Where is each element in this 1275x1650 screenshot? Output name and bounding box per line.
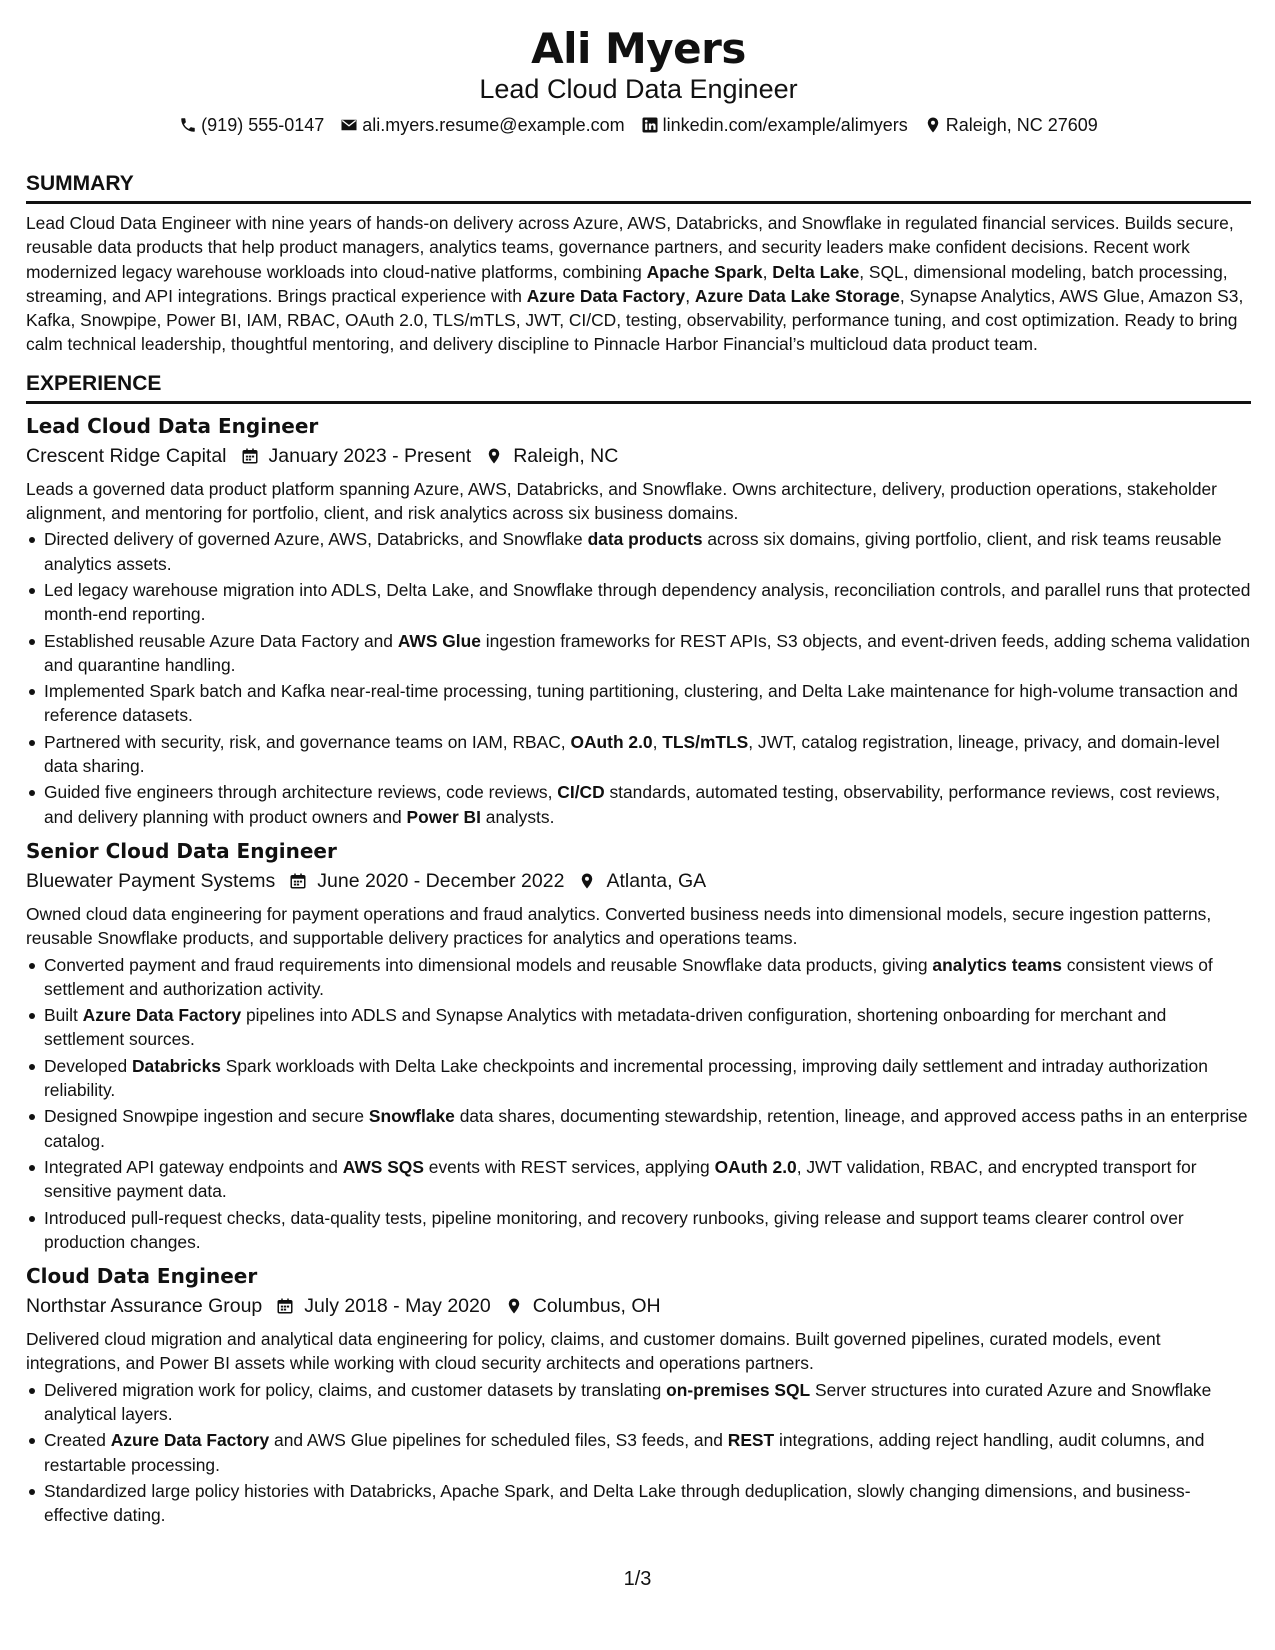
bold-keyword: analytics teams xyxy=(932,954,1062,975)
text-run: , xyxy=(685,285,695,306)
job-bullets xyxy=(26,527,1251,829)
bold-keyword: CI/CD xyxy=(557,782,605,803)
summary-paragraph xyxy=(26,211,1251,357)
text-run: , Synapse Analytics, AWS Glue, Amazon S3, Kafka, Snowpipe, Power BI, IAM, RBAC, OAuth 2.0, TLS/mTLS, JWT, CI/CD, testing, observability, performance tuning, and cost optimization. Ready to bring calm technical leadership, thoughtful mentoring, and delivery discipline to Pinnacle Harbor Financial’s multicloud data product team. xyxy=(26,285,1244,355)
bold-keyword: on-premises SQL xyxy=(666,1379,811,1400)
text-run: Partnered with security, risk, and governance teams on IAM, RBAC, xyxy=(44,731,571,752)
text-run: Created xyxy=(44,1430,111,1451)
job-description: Leads a governed data product platform spanning Azure, AWS, Databricks, and Snowflake. Owns architecture, delivery, production operations, stakeholder alignment, and mentoring for portfolio, client, and risk analytics across six business domains. xyxy=(26,478,1217,524)
text-run: Lead Cloud Data Engineer with nine years of hands-on delivery across Azure, AWS, Databricks, and Snowflake in regulated financial services. Builds secure, reusable data products that help product managers, analytics teams, governance partners, and security leaders make confident decisions. Recent work modernized legacy warehouse workloads into cloud-native platforms, combining xyxy=(26,213,1234,282)
text-run: data shares, documenting stewardship, retention, lineage, and approved access paths in an enterprise catalog. xyxy=(44,1106,1248,1151)
job-description: Delivered cloud migration and analytical data engineering for policy, claims, and customer domains. Built governed pipelines, curated models, event integrations, and Power BI assets while working with cloud security architects and operations partners. xyxy=(26,1329,1161,1374)
text-run: Established reusable Azure Data Factory and xyxy=(44,630,398,651)
job-meta xyxy=(26,441,1251,471)
bullet-item xyxy=(26,578,1251,627)
text-run: Developed xyxy=(44,1055,132,1076)
text-run: , SQL, dimensional modeling, batch processing, streaming, and API integrations. Brings practical experience with xyxy=(26,261,1228,306)
contact-row xyxy=(26,113,1251,137)
bold-keyword: Azure Data Factory xyxy=(526,285,686,306)
text-run: Led legacy warehouse migration into ADLS, Delta Lake, and Snowflake through dependency analysis, reconciliation controls, and parallel runs that protected month-end reporting. xyxy=(44,579,1251,625)
text-run: analysts. xyxy=(480,806,555,827)
candidate-headline: Lead Cloud Data Engineer xyxy=(479,74,798,104)
job-dates: January 2023 - Present xyxy=(268,444,472,467)
page-number: 1/3 xyxy=(623,1568,652,1590)
experience-list xyxy=(26,412,1251,1528)
text-run: , xyxy=(762,261,773,282)
location-text: Raleigh, NC 27609 xyxy=(945,115,1098,135)
text-run: standards, automated testing, observability, performance reviews, cost reviews, and delivery planning with product owners and xyxy=(44,782,1221,827)
bold-keyword: data products xyxy=(587,529,703,550)
bullet-item xyxy=(26,1428,1251,1477)
job-bullets xyxy=(26,1378,1251,1528)
map-pin-icon xyxy=(505,1297,523,1315)
bullet-item xyxy=(26,1378,1251,1427)
text-run: integrations, adding reject handling, audit columns, and restartable processing. xyxy=(44,1430,1205,1475)
company-name: Northstar Assurance Group xyxy=(26,1295,263,1318)
bold-keyword: Delta Lake xyxy=(772,261,860,282)
bold-keyword: REST xyxy=(727,1430,775,1451)
job-entry xyxy=(26,412,1251,829)
bullet-item xyxy=(26,1206,1251,1255)
bullet-item xyxy=(26,1104,1251,1153)
contact-phone xyxy=(179,113,324,137)
bold-keyword: Azure Data Factory xyxy=(82,1005,242,1026)
text-run: Built xyxy=(44,1005,83,1026)
text-run: Integrated API gateway endpoints and xyxy=(44,1156,343,1177)
bold-keyword: AWS SQS xyxy=(342,1156,424,1177)
company-name: Bluewater Payment Systems xyxy=(26,869,276,892)
job-title: Senior Cloud Data Engineer xyxy=(26,838,337,863)
text-run: , xyxy=(652,731,663,752)
experience-heading: EXPERIENCE xyxy=(26,371,1251,404)
map-pin-icon xyxy=(578,872,596,890)
job-location: Atlanta, GA xyxy=(606,869,707,892)
job-entry xyxy=(26,1262,1251,1527)
job-meta xyxy=(26,866,1251,896)
summary-heading: SUMMARY xyxy=(26,171,1251,204)
bold-keyword: OAuth 2.0 xyxy=(570,731,653,752)
resume-header xyxy=(26,25,1251,137)
text-run: Spark workloads with Delta Lake checkpoints and incremental processing, improving daily settlement and intraday authorization reliability. xyxy=(44,1055,1208,1101)
job-meta xyxy=(26,1291,1251,1321)
job-bullets xyxy=(26,953,1251,1255)
job-dates: July 2018 - May 2020 xyxy=(304,1295,491,1318)
text-run: , JWT, catalog registration, lineage, privacy, and domain-level data sharing. xyxy=(44,731,1220,777)
text-run: Standardized large policy histories with Databricks, Apache Spark, and Delta Lake through deduplication, slowly changing dimensions, and business-effective dating. xyxy=(44,1480,1191,1526)
job-title: Lead Cloud Data Engineer xyxy=(26,413,319,438)
bullet-item xyxy=(26,527,1251,576)
email-text[interactable]: ali.myers.resume@example.com xyxy=(362,115,625,135)
linkedin-text[interactable]: linkedin.com/example/alimyers xyxy=(662,115,908,135)
text-run: pipelines into ADLS and Synapse Analytics with metadata-driven configuration, shortening onboarding for merchant and settlement sources. xyxy=(44,1005,1167,1050)
text-run: Introduced pull-request checks, data-quality tests, pipeline monitoring, and recovery runbooks, giving release and support teams clearer control over production changes. xyxy=(44,1207,1184,1252)
calendar-icon xyxy=(276,1297,294,1315)
text-run: Delivered migration work for policy, claims, and customer datasets by translating xyxy=(44,1379,667,1400)
text-run: Directed delivery of governed Azure, AWS, Databricks, and Snowflake xyxy=(44,529,588,550)
text-run: events with REST services, applying xyxy=(423,1156,715,1177)
calendar-icon xyxy=(289,872,307,890)
bullet-item xyxy=(26,780,1251,829)
bullet-item xyxy=(26,1003,1251,1052)
linkedin-icon xyxy=(641,116,659,134)
phone-text: (919) 555-0147 xyxy=(201,115,325,135)
job-dates: June 2020 - December 2022 xyxy=(317,869,565,892)
bullet-item xyxy=(26,1479,1251,1528)
text-run: across six domains, giving portfolio, client, and risk teams reusable analytics assets. xyxy=(44,529,1222,574)
bullet-item xyxy=(26,629,1251,678)
resume-page xyxy=(26,0,1251,1527)
bullet-item xyxy=(26,1054,1251,1103)
bullet-item xyxy=(26,679,1251,728)
company-name: Crescent Ridge Capital xyxy=(26,444,227,467)
job-location: Raleigh, NC xyxy=(513,444,619,467)
bold-keyword: Power BI xyxy=(406,806,481,827)
text-run: consistent views of settlement and authorization activity. xyxy=(44,954,1213,999)
bold-keyword: AWS Glue xyxy=(397,630,481,651)
bold-keyword: Apache Spark xyxy=(646,261,763,282)
job-location: Columbus, OH xyxy=(532,1295,661,1318)
text-run: Implemented Spark batch and Kafka near-real-time processing, tuning partitioning, clustering, and Delta Lake maintenance for high-volume transaction and reference datasets. xyxy=(44,681,1238,726)
bullet-item xyxy=(26,730,1251,779)
calendar-icon xyxy=(241,447,259,465)
envelope-icon xyxy=(340,116,358,134)
job-entry xyxy=(26,837,1251,1254)
bold-keyword: Snowflake xyxy=(368,1106,455,1127)
bold-keyword: Databricks xyxy=(131,1055,221,1076)
candidate-name: Ali Myers xyxy=(531,24,746,73)
bullet-item xyxy=(26,953,1251,1002)
text-run: ingestion frameworks for REST APIs, S3 objects, and event-driven feeds, adding schema validation and quarantine handling. xyxy=(44,630,1251,675)
map-pin-icon xyxy=(924,116,942,134)
bold-keyword: Azure Data Lake Storage xyxy=(694,285,900,306)
text-run: and AWS Glue pipelines for scheduled files, S3 feeds, and xyxy=(269,1430,728,1451)
text-run: Guided five engineers through architecture reviews, code reviews, xyxy=(44,782,558,803)
contact-location xyxy=(924,113,1098,137)
map-pin-icon xyxy=(485,447,503,465)
job-title: Cloud Data Engineer xyxy=(26,1264,258,1289)
bold-keyword: OAuth 2.0 xyxy=(714,1156,797,1177)
contact-email[interactable] xyxy=(340,113,624,137)
phone-icon xyxy=(179,116,197,134)
contact-linkedin[interactable] xyxy=(641,113,908,137)
text-run: Converted payment and fraud requirements into dimensional models and reusable Snowflake data products, giving xyxy=(44,954,933,975)
bold-keyword: Azure Data Factory xyxy=(110,1430,270,1451)
bold-keyword: TLS/mTLS xyxy=(662,731,749,752)
text-run: Designed Snowpipe ingestion and secure xyxy=(44,1106,369,1127)
bullet-item xyxy=(26,1155,1251,1204)
job-description: Owned cloud data engineering for payment operations and fraud analytics. Converted business needs into dimensional models, secure ingestion patterns, reusable Snowflake products, and supportable delivery practices for analytics and operations teams. xyxy=(26,903,1212,949)
text-run: , JWT validation, RBAC, and encrypted transport for sensitive payment data. xyxy=(44,1156,1197,1202)
text-run: Server structures into curated Azure and Snowflake analytical layers. xyxy=(44,1379,1212,1424)
